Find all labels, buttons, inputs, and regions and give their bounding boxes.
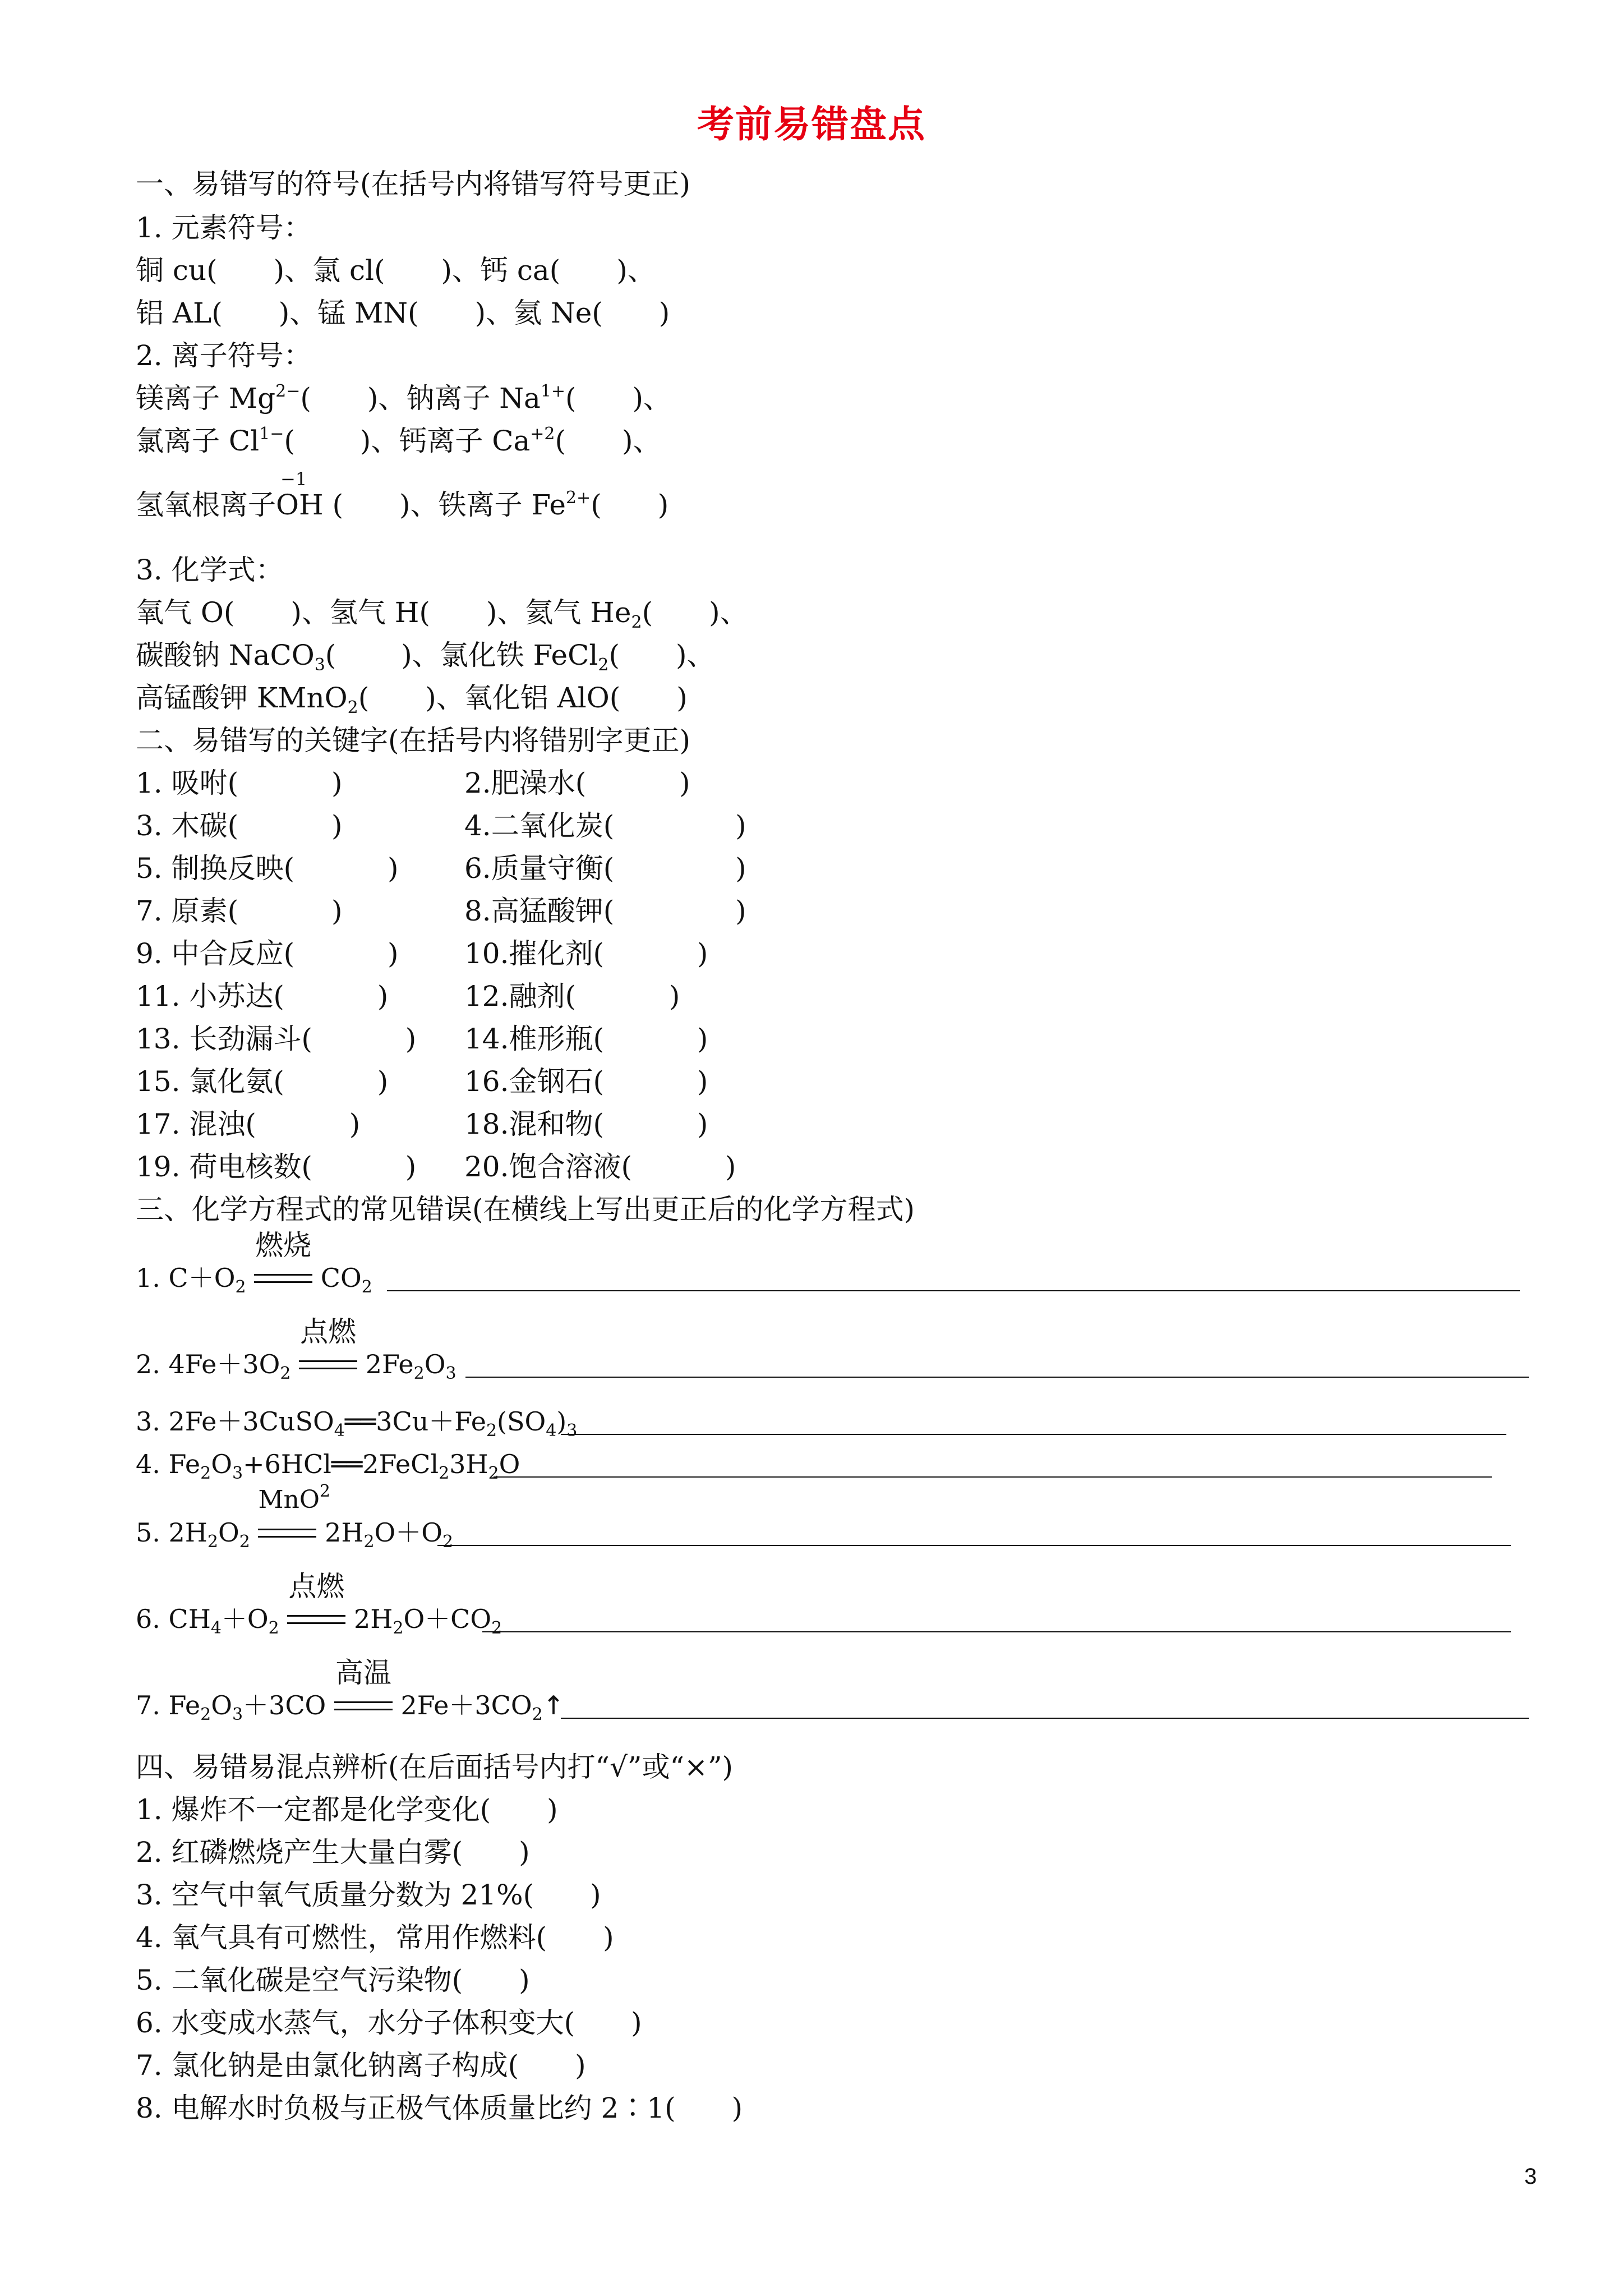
equation-text: O＋O (374, 1517, 442, 1548)
word-item-right: 16.金钢石( ) (464, 1065, 708, 1098)
word-item-right: 20.饱合溶液( ) (464, 1151, 736, 1183)
formula-text: 氧气 O( )、氢气 H( )、氦气 He (136, 596, 631, 629)
equation-text: O (211, 1690, 232, 1720)
equation-number: 7. (136, 1690, 169, 1720)
formula-line-1 (136, 596, 748, 632)
word-item-left: 3. 木碳( ) (136, 809, 343, 842)
equals-bars (254, 1274, 312, 1283)
judgement-item: 3. 空气中氧气质量分数为 21%( ) (136, 1879, 601, 1911)
answer-line-4[interactable] (494, 1476, 1492, 1478)
equation-subscript: 4 (334, 1421, 345, 1441)
formula-subscript: 3 (314, 655, 325, 675)
equation-text: (SO (497, 1406, 546, 1437)
answer-line-3[interactable] (561, 1434, 1506, 1435)
word-item-left: 11. 小苏达( ) (136, 980, 389, 1013)
reaction-condition (287, 1570, 345, 1636)
word-item-right: 8.高猛酸钾( ) (464, 895, 746, 927)
word-item-right: 6.质量守衡( ) (464, 852, 746, 885)
equation-subscript: 2 (268, 1618, 279, 1638)
formula-subscript: 2 (598, 655, 609, 675)
ion-text: ( )、 (555, 425, 661, 457)
word-item-right: 2.肥澡水( ) (464, 767, 690, 799)
element-line-1: 铜 cu( )、氯 cl( )、钙 ca( )、 (136, 254, 656, 287)
equation-subscript: 4 (210, 1618, 222, 1638)
equation-number: 5. (136, 1517, 169, 1548)
equation-subscript: 2 (207, 1532, 218, 1552)
equation-text: ══3Cu＋Fe (344, 1406, 486, 1437)
equals-bars (287, 1615, 345, 1624)
equation-text: 3H (449, 1449, 488, 1479)
ion-text: ( ) (591, 489, 669, 521)
ion-charge: 2+ (565, 488, 591, 508)
word-item-right: 10.摧化剂( ) (464, 937, 708, 970)
equation-text: 2Fe＋3CuSO (168, 1406, 334, 1437)
equals-bars (299, 1360, 357, 1369)
equation-text: CO (320, 1263, 362, 1293)
equation-text: Fe (168, 1690, 201, 1720)
formula-text: 碳酸钠 NaCO (136, 639, 315, 671)
equals-bars (258, 1529, 316, 1538)
equation-subscript: 2 (532, 1705, 543, 1724)
equation-subscript: 3 (445, 1364, 457, 1383)
section4-heading: 四、易错易混点辨析(在后面括号内打“√”或“×”) (136, 1751, 734, 1783)
equation-subscript: 2 (491, 1618, 502, 1638)
word-item-left: 15. 氯化氨( ) (136, 1065, 389, 1098)
equation-2 (136, 1315, 457, 1383)
judgement-item: 1. 爆炸不一定都是化学变化( ) (136, 1793, 558, 1826)
reaction-condition (258, 1481, 330, 1549)
section2-heading: 二、易错写的关键字(在括号内将错别字更正) (136, 724, 691, 757)
equation-subscript: 2 (486, 1421, 497, 1441)
equation-subscript: 3 (566, 1421, 578, 1441)
equation-subscript: 2 (413, 1364, 425, 1383)
equation-text: 4Fe＋3O (168, 1349, 280, 1379)
equation-text: ＋3CO (243, 1690, 326, 1720)
ion-charge: 1+ (540, 381, 566, 401)
equation-subscript: 3 (232, 1705, 243, 1724)
equation-subscript: 2 (200, 1705, 211, 1724)
equation-number: 6. (136, 1604, 169, 1634)
word-item-left: 1. 吸咐( ) (136, 767, 343, 799)
word-item-left: 9. 中合反应( ) (136, 937, 399, 970)
formula-text: ( )、氧化铝 AlO( ) (358, 682, 688, 714)
equation-7 (136, 1657, 565, 1724)
equation-text: CH (168, 1604, 211, 1634)
equation-text: ＋O (221, 1604, 269, 1634)
word-item-left: 19. 荷电核数( ) (136, 1151, 417, 1183)
word-item-right: 4.二氧化炭( ) (464, 809, 746, 842)
equation-subscript: 2 (393, 1618, 404, 1638)
equation-text: +6HCl══2FeCl (243, 1449, 439, 1479)
equation-number: 2. (136, 1349, 169, 1379)
ion-line-1 (136, 381, 671, 415)
word-item-left: 7. 原素( ) (136, 895, 343, 927)
judgement-item: 8. 电解水时负极与正极气体质量比约 2∶1( ) (136, 2092, 743, 2124)
formula-line-3 (136, 681, 688, 715)
equation-text: 2H (353, 1604, 393, 1634)
ion-text: ( )、钠离子 Na (300, 382, 541, 415)
equation-subscript: 3 (232, 1464, 243, 1483)
answer-line-6[interactable] (482, 1631, 1511, 1632)
word-item-right: 12.融剂( ) (464, 980, 680, 1013)
equation-text: Fe (168, 1449, 201, 1479)
formula-subscript: 2 (631, 613, 642, 632)
equation-subscript: 2 (363, 1532, 375, 1552)
element-line-2: 铝 AL( )、锰 MN( )、氦 Ne( ) (136, 297, 670, 329)
formula-line-2 (136, 638, 715, 675)
judgement-item: 4. 氧气具有可燃性，常用作燃料( ) (136, 1921, 614, 1954)
judgement-item: 2. 红磷燃烧产生大量白雾( ) (136, 1836, 530, 1869)
ion-text: ( )、 (565, 382, 672, 415)
condition-label: 燃烧 (255, 1229, 312, 1262)
word-item-left: 13. 长劲漏斗( ) (136, 1023, 417, 1055)
gas-up-arrow-icon: ↑ (542, 1690, 565, 1720)
catalyst-formula: MnO (258, 1485, 320, 1514)
equation-3 (136, 1405, 578, 1441)
equation-text: ) (556, 1406, 567, 1437)
answer-line-2[interactable] (465, 1377, 1529, 1378)
page-title: 考前易错盘点 (697, 102, 926, 146)
equation-text: C＋O (168, 1263, 236, 1293)
equation-subscript: 4 (546, 1421, 557, 1441)
condition-label (258, 1481, 330, 1517)
equation-subscript: 2 (280, 1364, 291, 1383)
equation-subscript: 2 (442, 1532, 454, 1552)
ion-charge: 1− (259, 424, 284, 444)
equation-text: 2H (325, 1517, 364, 1548)
equation-text: 2Fe＋3CO (400, 1690, 532, 1720)
equals-bars (334, 1701, 393, 1710)
hydroxide-valence-mark: −1 (280, 468, 307, 490)
formula-text: ( )、 (608, 639, 715, 671)
ion-line-3 (136, 488, 668, 522)
equation-number: 4. (136, 1449, 169, 1479)
judgement-item: 5. 二氧化碳是空气污染物( ) (136, 1964, 530, 1996)
equation-number: 1. (136, 1263, 169, 1293)
catalyst-superscript: 2 (319, 1481, 330, 1501)
equation-subscript: 2 (200, 1464, 211, 1483)
equation-4 (136, 1447, 520, 1481)
chemical-formula-label: 3. 化学式： (136, 554, 284, 586)
answer-line-5[interactable] (437, 1545, 1511, 1546)
formula-text: 高锰酸钾 KMnO (136, 682, 348, 714)
ion-line-2 (136, 424, 661, 458)
formula-subscript: 2 (347, 698, 358, 717)
reaction-condition (334, 1657, 393, 1722)
equation-5 (136, 1481, 454, 1552)
reaction-condition (299, 1315, 357, 1381)
word-item-right: 18.混和物( ) (464, 1108, 708, 1140)
word-item-left: 17. 混浊( ) (136, 1108, 361, 1140)
answer-line-1[interactable] (387, 1290, 1520, 1291)
reaction-condition (254, 1229, 312, 1295)
condition-label: 点燃 (288, 1570, 345, 1603)
page-number: 3 (1524, 2164, 1537, 2189)
equation-subscript: 2 (488, 1464, 499, 1483)
ion-charge: +2 (530, 424, 555, 444)
equation-text: O (211, 1449, 232, 1479)
formula-text: ( )、 (642, 596, 748, 629)
equation-text: O (218, 1517, 239, 1548)
equation-1 (136, 1229, 372, 1297)
condition-label: 点燃 (300, 1315, 357, 1348)
equation-6 (136, 1570, 502, 1638)
word-item-right: 14.椎形瓶( ) (464, 1023, 708, 1055)
word-item-left: 5. 制换反映( ) (136, 852, 399, 885)
equation-text: 2H (168, 1517, 208, 1548)
judgement-item: 7. 氯化钠是由氯化钠离子构成( ) (136, 2049, 586, 2082)
equation-subscript: 2 (235, 1277, 246, 1297)
ion-text: 氯离子 Cl (136, 425, 260, 457)
equation-subscript: 2 (361, 1277, 372, 1297)
ion-text: 氢氧根离子OH ( )、铁离子 Fe (136, 489, 566, 521)
section1-heading: 一、易错写的符号(在括号内将错写符号更正) (136, 168, 691, 200)
equation-text: O (499, 1449, 520, 1479)
equation-text: O (424, 1349, 446, 1379)
ion-text: ( )、钙离子 Ca (284, 425, 531, 457)
answer-line-7[interactable] (561, 1718, 1529, 1719)
judgement-item: 6. 水变成水蒸气，水分子体积变大( ) (136, 2007, 642, 2039)
ion-text: 镁离子 Mg (136, 382, 276, 415)
equation-text: O＋CO (403, 1604, 492, 1634)
ion-symbols-label: 2. 离子符号： (136, 339, 312, 372)
section3-heading: 三、化学方程式的常见错误(在横线上写出更正后的化学方程式) (136, 1193, 915, 1226)
equation-text: 2Fe (365, 1349, 414, 1379)
equation-subscript: 2 (439, 1464, 450, 1483)
equation-subscript: 2 (239, 1532, 250, 1552)
formula-text: ( )、氯化铁 FeCl (325, 639, 598, 671)
element-symbols-label: 1. 元素符号： (136, 211, 312, 244)
ion-charge: 2− (275, 381, 301, 401)
condition-label: 高温 (335, 1657, 391, 1689)
equation-number: 3. (136, 1406, 169, 1437)
